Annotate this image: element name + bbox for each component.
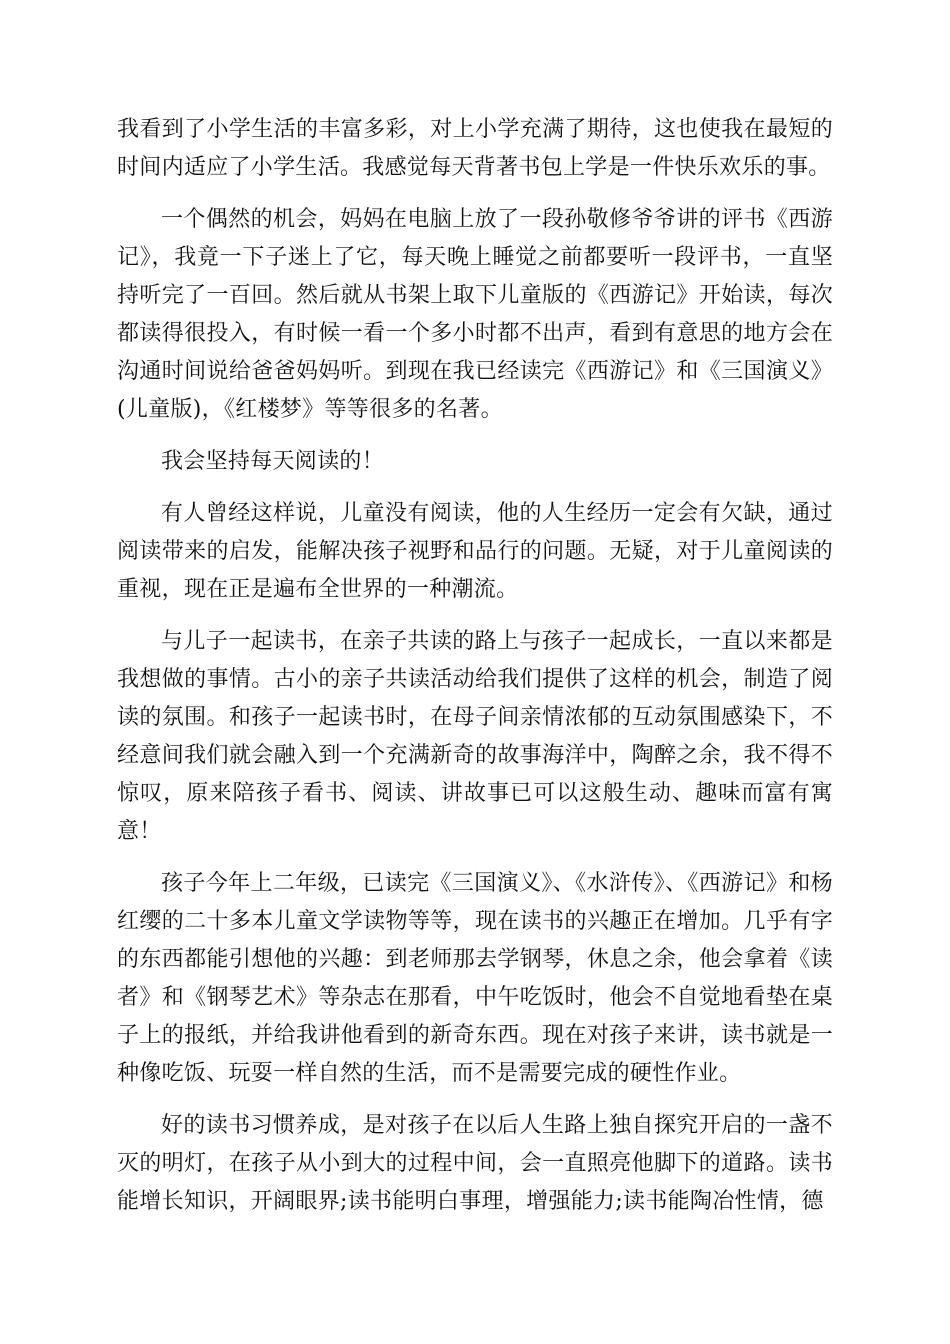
paragraph-7: 好的读书习惯养成，是对孩子在以后人生路上独自探究开启的一盏不灭的明灯，在孩子从小到大的过程中间，会一直照亮他脚下的道路。读书能增长知识，开阔眼界;读书能明白事理，增强能力;读书能陶冶性情，德 [117, 1113, 833, 1214]
paragraph-gap [117, 851, 833, 865]
paragraph-gap [117, 481, 833, 495]
paragraph-gap [117, 429, 833, 443]
paragraph-1: 我看到了小学生活的丰富多彩，对上小学充满了期待，这也使我在最短的时间内适应了小学生活。我感觉每天背著书包上学是一件快乐欢乐的事。 [117, 117, 833, 180]
paragraph-2: 一个偶然的机会，妈妈在电脑上放了一段孙敬修爷爷讲的评书《西游记》，我竟一下子迷上了它，每天晚上睡觉之前都要听一段评书，一直坚持听完了一百回。然后就从书架上取下儿童版的《西游记》开始读，每次都读得很投入，有时候一看一个多小时都不出声，看到有意思的地方会在沟通时间说给爸爸妈妈听。到现在我已经读完《西游记》和《三国演义》(儿童版)，《红楼梦》等等很多的名著。 [117, 207, 833, 422]
paragraph-5: 与儿子一起读书，在亲子共读的路上与孩子一起成长，一直以来都是我想做的事情。古小的亲子共读活动给我们提供了这样的机会，制造了阅读的氛围。和孩子一起读书时，在母子间亲情浓郁的互动氛围感染下，不经意间我们就会融入到一个充满新奇的故事海洋中，陶醉之余，我不得不惊叹，原来陪孩子看书、阅读、讲故事已可以这般生动、趣味而富有寓意！ [117, 629, 833, 844]
document-body [117, 111, 833, 1221]
paragraph-gap [117, 609, 833, 623]
paragraph-3: 我会坚持每天阅读的！ [161, 449, 385, 474]
paragraph-6: 孩子今年上二年级，已读完《三国演义》、《水浒传》、《西游记》和杨红缨的二十多本儿童文学读物等等，现在读书的兴趣正在增加。几乎有字的东西都能引想他的兴趣：到老师那去学钢琴，休息之余，他会拿着《读者》和《钢琴艺术》等杂志在那看，中午吃饭时，他会不自觉地看垫在桌子上的报纸，并给我讲他看到的新奇东西。现在对孩子来讲，读书就是一种像吃饭、玩耍一样自然的生活，而不是需要完成的硬性作业。 [117, 871, 833, 1086]
paragraph-gap [117, 187, 833, 201]
paragraph-4: 有人曾经这样说，儿童没有阅读，他的人生经历一定会有欠缺，通过阅读带来的启发，能解决孩子视野和品行的问题。无疑，对于儿童阅读的重视，现在正是遍布全世界的一种潮流。 [117, 501, 833, 602]
paragraph-gap [117, 1093, 833, 1107]
